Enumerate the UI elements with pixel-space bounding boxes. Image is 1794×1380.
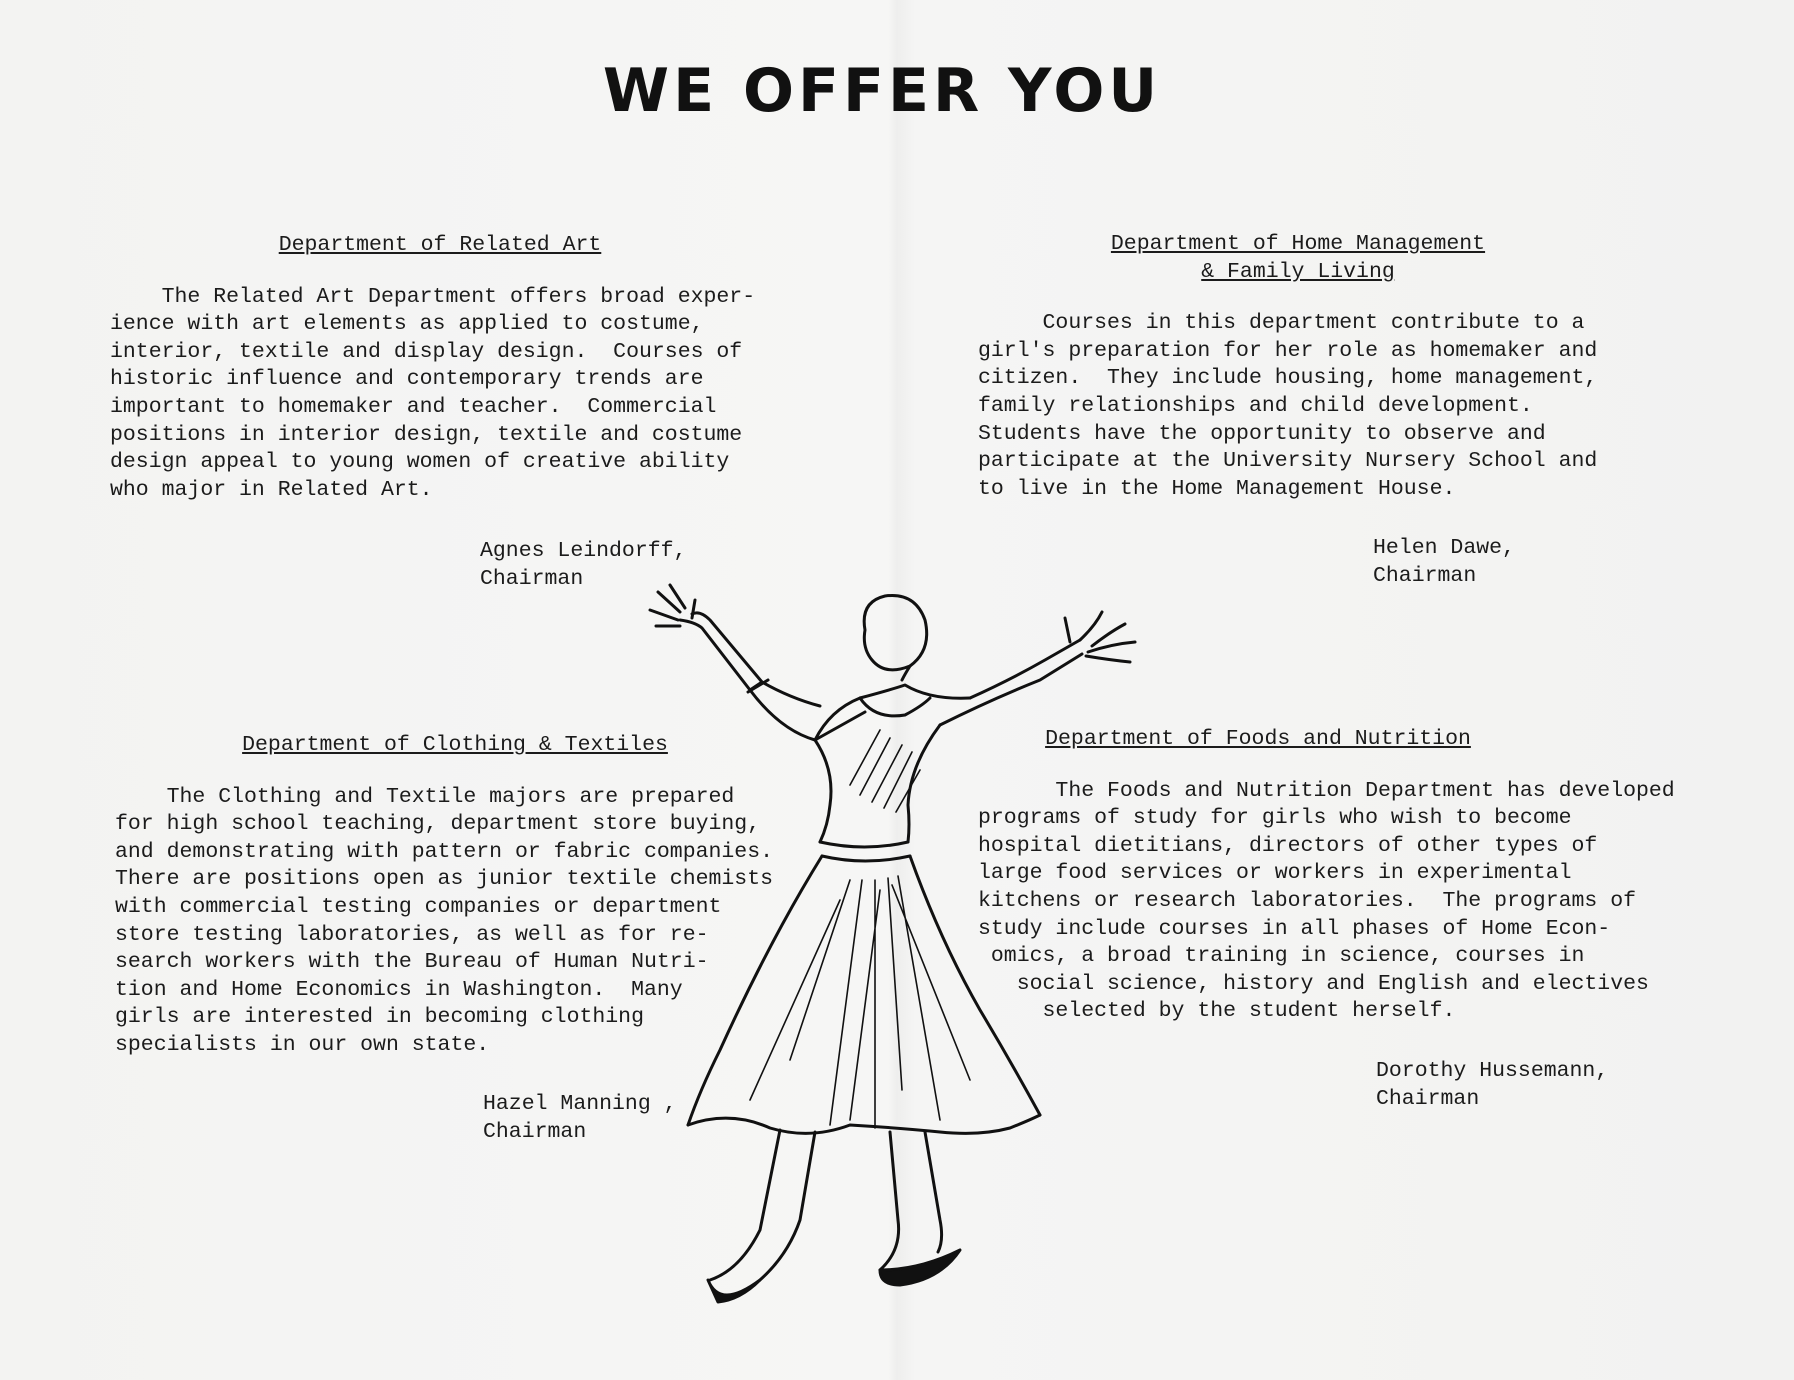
section-related-art [110, 232, 770, 504]
woman-arms-raised-drawing [640, 580, 1200, 1320]
signature-foods-nutrition: Dorothy Hussemann, Chairman [1376, 1059, 1609, 1111]
section-home-management [978, 231, 1618, 503]
section-body: Courses in this department contribute to a girl's preparation for her role as homemaker and citizen. They include housing, home management, family relationships and child development. Students have the opportunity to observe and participate at the University Nursery School and to live in the Home Management House. [978, 311, 1598, 501]
section-heading: Department of Related Art [278, 233, 602, 257]
section-heading: Department of Clothing & Textiles [242, 733, 668, 757]
signature-clothing-textiles: Hazel Manning , Chairman [483, 1092, 677, 1144]
section-body: The Related Art Department offers broad exper- ience with art elements as applied to costume, interior, textile and display design. Courses of historic influence and contemporary trends are important to homemaker and teacher. Commercial positions in interior design, textile and costume design appeal to young women of creative ability who major in Related Art. [110, 284, 756, 502]
signature-home-management: Helen Dawe, Chairman [1373, 536, 1515, 588]
section-heading: Department of Foods and Nutrition [1045, 727, 1471, 751]
section-heading: Department of Home Management & Family Living [1110, 232, 1486, 284]
signature-related-art: Agnes Leindorff, Chairman [480, 539, 687, 591]
section-body: The Foods and Nutrition Department has developed programs of study for girls who wish to become hospital dietitians, directors of other types of large food services or workers in experimental kitchens or research laboratories. The programs of study include courses in all phases of Home Econ- omics, a broad training in science, courses in social science, history and English and electives selected by the student herself. [978, 778, 1675, 1024]
page-title: WE OFFER YOU [602, 56, 1162, 126]
section-body: The Clothing and Textile majors are prepared for high school teaching, department store buying, and demonstrating with pattern or fabric companies. There are positions open as junior textile chemists with commercial testing companies or department store testing laboratories, as well as for re- search workers with the Bureau of Human Nutri- tion and Home Economics in Washington. Many girls are interested in becoming clothing specialists in our own state. [115, 784, 774, 1057]
